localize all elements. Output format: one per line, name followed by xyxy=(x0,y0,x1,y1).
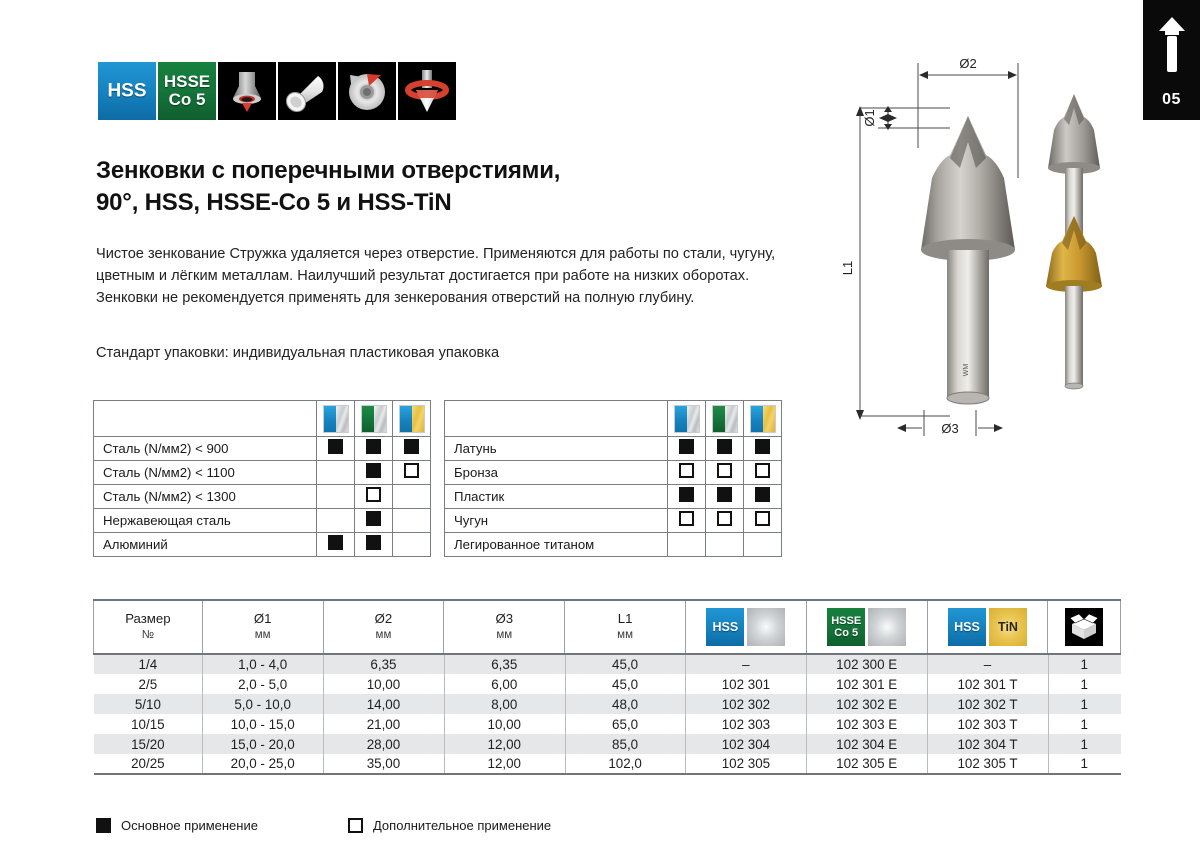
cell-d2: 35,00 xyxy=(323,754,444,774)
packaging-box-icon xyxy=(1065,608,1103,646)
cell-pack: 1 xyxy=(1048,754,1121,774)
tube-workpiece-icon xyxy=(278,62,336,120)
countersink-small-tin-image xyxy=(1046,216,1102,389)
application-mark-cell xyxy=(317,437,355,461)
cell-tin: 102 302 T xyxy=(927,694,1048,714)
material-table-corner xyxy=(445,401,668,437)
material-color-swatch xyxy=(361,405,387,433)
hsse-co5-material-icon xyxy=(158,62,216,120)
cell-d2: 6,35 xyxy=(323,654,444,674)
cell-d3: 8,00 xyxy=(444,694,565,714)
cell-hsse: 102 301 E xyxy=(806,674,927,694)
application-mark-cell xyxy=(317,485,355,509)
material-name: Чугун xyxy=(445,509,668,533)
table-row xyxy=(94,734,1121,754)
application-mark-cell xyxy=(668,485,706,509)
material-color-swatch xyxy=(399,405,425,433)
material-icon-strip xyxy=(98,62,456,120)
cell-d3: 10,00 xyxy=(444,714,565,734)
application-mark-cell xyxy=(744,485,782,509)
material-color-swatch xyxy=(750,405,776,433)
filled-square-icon xyxy=(328,535,343,550)
material-table-left xyxy=(93,400,431,557)
application-mark-cell xyxy=(355,485,393,509)
cell-pack: 1 xyxy=(1048,694,1121,714)
steel-surface-icon xyxy=(868,608,906,646)
filled-square-icon xyxy=(755,439,770,454)
filled-square-icon xyxy=(366,535,381,550)
open-square-icon xyxy=(679,463,694,478)
hss-material-icon-label: HSS xyxy=(107,80,147,102)
material-name: Алюминий xyxy=(94,533,317,557)
legend-secondary xyxy=(348,818,551,833)
material-table-header-row xyxy=(445,401,782,437)
application-mark-cell xyxy=(317,509,355,533)
cell-hss: 102 305 xyxy=(685,754,806,774)
application-mark-cell xyxy=(355,509,393,533)
hss-steel-column xyxy=(668,401,706,437)
open-square-icon xyxy=(717,511,732,526)
cell-l1: 48,0 xyxy=(565,694,686,714)
cell-pack: 1 xyxy=(1048,654,1121,674)
dimension-label-d1: Ø1 xyxy=(862,109,877,127)
table-row xyxy=(445,533,782,557)
material-name: Латунь xyxy=(445,437,668,461)
application-mark-cell xyxy=(668,533,706,557)
material-name: Нержавеющая сталь xyxy=(94,509,317,533)
cell-hsse: 102 304 E xyxy=(806,734,927,754)
table-row xyxy=(445,461,782,485)
cell-pack: 1 xyxy=(1048,714,1121,734)
cell-d1: 20,0 - 25,0 xyxy=(202,754,323,774)
filled-square-icon xyxy=(366,463,381,478)
application-mark-cell xyxy=(706,533,744,557)
table-row xyxy=(94,674,1121,694)
cell-l1: 85,0 xyxy=(565,734,686,754)
page-title: Зенковки с поперечными отверстиями, 90°, HSS, HSSE-Co 5 и HSS-TiN xyxy=(96,157,561,216)
page-tab xyxy=(1143,0,1200,120)
application-mark-cell xyxy=(706,437,744,461)
hss-tin-column xyxy=(393,401,431,437)
open-square-icon xyxy=(717,463,732,478)
table-row xyxy=(94,754,1121,774)
dimension-label-l1: L1 xyxy=(840,260,855,276)
material-name: Сталь (N/мм2) < 1100 xyxy=(94,461,317,485)
hsse-steel-column xyxy=(706,401,744,437)
application-mark-cell xyxy=(355,533,393,557)
application-mark-cell xyxy=(317,461,355,485)
open-square-icon xyxy=(366,487,381,502)
cell-tin: 102 304 T xyxy=(927,734,1048,754)
material-name: Пластик xyxy=(445,485,668,509)
table-row xyxy=(94,533,431,557)
cell-hss: 102 304 xyxy=(685,734,806,754)
table-row xyxy=(94,461,431,485)
hss-tin-column xyxy=(744,401,782,437)
application-mark-cell xyxy=(393,485,431,509)
application-mark-cell xyxy=(393,437,431,461)
cell-d3: 6,35 xyxy=(444,654,565,674)
legend-primary xyxy=(96,818,258,833)
filled-square-icon xyxy=(679,487,694,502)
cell-d1: 1,0 - 4,0 xyxy=(202,654,323,674)
application-mark-cell xyxy=(317,533,355,557)
legend xyxy=(96,818,551,833)
table-row xyxy=(94,694,1121,714)
cell-l1: 102,0 xyxy=(565,754,686,774)
cell-tin: – xyxy=(927,654,1048,674)
dimension-label-d3: Ø3 xyxy=(941,421,959,436)
open-square-icon xyxy=(755,463,770,478)
material-name: Бронза xyxy=(445,461,668,485)
cell-d1: 2,0 - 5,0 xyxy=(202,674,323,694)
application-mark-cell xyxy=(706,485,744,509)
header-l1: L1 мм xyxy=(565,600,686,654)
filled-square-icon xyxy=(366,439,381,454)
cell-size: 5/10 xyxy=(94,694,203,714)
application-mark-cell xyxy=(668,509,706,533)
product-table-wrapper xyxy=(93,599,1121,775)
cell-size: 10/15 xyxy=(94,714,203,734)
application-mark-cell xyxy=(668,461,706,485)
open-square-icon xyxy=(404,463,419,478)
table-row xyxy=(94,485,431,509)
hss-steel-column xyxy=(317,401,355,437)
cell-size: 1/4 xyxy=(94,654,203,674)
cell-hsse: 102 302 E xyxy=(806,694,927,714)
hsse-co5-badge-icon: HSSE Co 5 xyxy=(827,608,865,646)
product-table-header-row xyxy=(94,600,1121,654)
cell-d1: 15,0 - 20,0 xyxy=(202,734,323,754)
header-packaging xyxy=(1048,600,1121,654)
product-table xyxy=(93,599,1121,775)
cell-hsse: 102 305 E xyxy=(806,754,927,774)
cell-tin: 102 305 T xyxy=(927,754,1048,774)
application-mark-cell xyxy=(744,437,782,461)
application-mark-cell xyxy=(744,509,782,533)
material-name: Сталь (N/мм2) < 1300 xyxy=(94,485,317,509)
cell-tin: 102 301 T xyxy=(927,674,1048,694)
header-hss xyxy=(685,600,806,654)
description-text: Чистое зенкование Стружка удаляется через отверстие. Применяются для работы по стали, чугуну, цветным и лёгким металлам. Наилучший результат достигается при работе на низких оборотах. Зенковки не рекомендуется применять для зенкерования отверстий на полную глубину. xyxy=(96,246,776,307)
deburring-wheel-icon xyxy=(338,62,396,120)
cell-hss: 102 302 xyxy=(685,694,806,714)
table-row xyxy=(445,509,782,533)
filled-square-icon xyxy=(328,439,343,454)
cell-hss: – xyxy=(685,654,806,674)
legend-primary-label: Основное применение xyxy=(121,818,258,833)
cell-hsse: 102 300 E xyxy=(806,654,927,674)
product-table-head xyxy=(94,600,1121,654)
application-mark-cell xyxy=(744,461,782,485)
table-row xyxy=(94,437,431,461)
material-name: Легированное титаном xyxy=(445,533,668,557)
cell-l1: 45,0 xyxy=(565,674,686,694)
countersink-tool-icon xyxy=(1156,14,1188,76)
svg-text:WM: WM xyxy=(963,363,970,377)
hsse-co5-material-icon-label: HSSE Co 5 xyxy=(163,72,211,109)
header-tin xyxy=(927,600,1048,654)
cell-d1: 5,0 - 10,0 xyxy=(202,694,323,714)
dimension-label-d2: Ø2 xyxy=(959,56,977,71)
cell-d2: 14,00 xyxy=(323,694,444,714)
material-table-header-row xyxy=(94,401,431,437)
countersinking-operation-icon xyxy=(398,62,456,120)
cell-d3: 6,00 xyxy=(444,674,565,694)
filled-square-icon xyxy=(404,439,419,454)
cell-hss: 102 301 xyxy=(685,674,806,694)
filled-square-icon xyxy=(679,439,694,454)
filled-square-icon xyxy=(717,487,732,502)
table-row xyxy=(445,437,782,461)
application-mark-cell xyxy=(744,533,782,557)
table-row xyxy=(94,654,1121,674)
table-row xyxy=(94,509,431,533)
filled-square-icon xyxy=(96,818,111,833)
header-d3: Ø3 мм xyxy=(444,600,565,654)
material-table-left-body xyxy=(94,401,431,557)
cell-size: 15/20 xyxy=(94,734,203,754)
cell-d3: 12,00 xyxy=(444,754,565,774)
filled-square-icon xyxy=(717,439,732,454)
table-row xyxy=(445,485,782,509)
tin-coating-badge-icon: TiN xyxy=(989,608,1027,646)
material-table-right xyxy=(444,400,782,557)
application-mark-cell xyxy=(706,461,744,485)
material-color-swatch xyxy=(674,405,700,433)
hss-material-icon xyxy=(98,62,156,120)
cell-size: 20/25 xyxy=(94,754,203,774)
filled-square-icon xyxy=(366,511,381,526)
filled-square-icon xyxy=(755,487,770,502)
material-table-corner xyxy=(94,401,317,437)
table-row xyxy=(94,714,1121,734)
packaging-text: Стандарт упаковки: индивидуальная пластиковая упаковка xyxy=(96,345,500,361)
cell-d2: 28,00 xyxy=(323,734,444,754)
cell-l1: 45,0 xyxy=(565,654,686,674)
application-mark-cell xyxy=(393,533,431,557)
material-name: Сталь (N/мм2) < 900 xyxy=(94,437,317,461)
cell-pack: 1 xyxy=(1048,734,1121,754)
application-mark-cell xyxy=(355,461,393,485)
countersink-large-image xyxy=(921,116,1015,404)
application-mark-cell xyxy=(393,509,431,533)
cell-pack: 1 xyxy=(1048,674,1121,694)
hss-badge-icon: HSS xyxy=(706,608,744,646)
cell-l1: 65,0 xyxy=(565,714,686,734)
open-square-icon xyxy=(679,511,694,526)
application-mark-cell xyxy=(393,461,431,485)
header-d2: Ø2 мм xyxy=(323,600,444,654)
cell-d1: 10,0 - 15,0 xyxy=(202,714,323,734)
page-number: 05 xyxy=(1162,91,1181,108)
header-d1: Ø1 мм xyxy=(202,600,323,654)
header-size: Размер № xyxy=(94,600,203,654)
cell-d2: 21,00 xyxy=(323,714,444,734)
cell-hss: 102 303 xyxy=(685,714,806,734)
cell-hsse: 102 303 E xyxy=(806,714,927,734)
material-table-right-body xyxy=(445,401,782,557)
steel-surface-icon xyxy=(747,608,785,646)
product-illustration xyxy=(790,18,1140,438)
hsse-steel-column xyxy=(355,401,393,437)
cell-tin: 102 303 T xyxy=(927,714,1048,734)
header-hsse xyxy=(806,600,927,654)
cell-d3: 12,00 xyxy=(444,734,565,754)
cell-size: 2/5 xyxy=(94,674,203,694)
material-color-swatch xyxy=(712,405,738,433)
application-mark-cell xyxy=(706,509,744,533)
open-square-icon xyxy=(348,818,363,833)
countersink-cutting-icon xyxy=(218,62,276,120)
open-square-icon xyxy=(755,511,770,526)
legend-secondary-label: Дополнительное применение xyxy=(372,818,552,833)
material-color-swatch xyxy=(323,405,349,433)
application-mark-cell xyxy=(355,437,393,461)
hss-badge-icon: HSS xyxy=(948,608,986,646)
application-mark-cell xyxy=(668,437,706,461)
cell-d2: 10,00 xyxy=(323,674,444,694)
product-table-body xyxy=(94,654,1121,774)
